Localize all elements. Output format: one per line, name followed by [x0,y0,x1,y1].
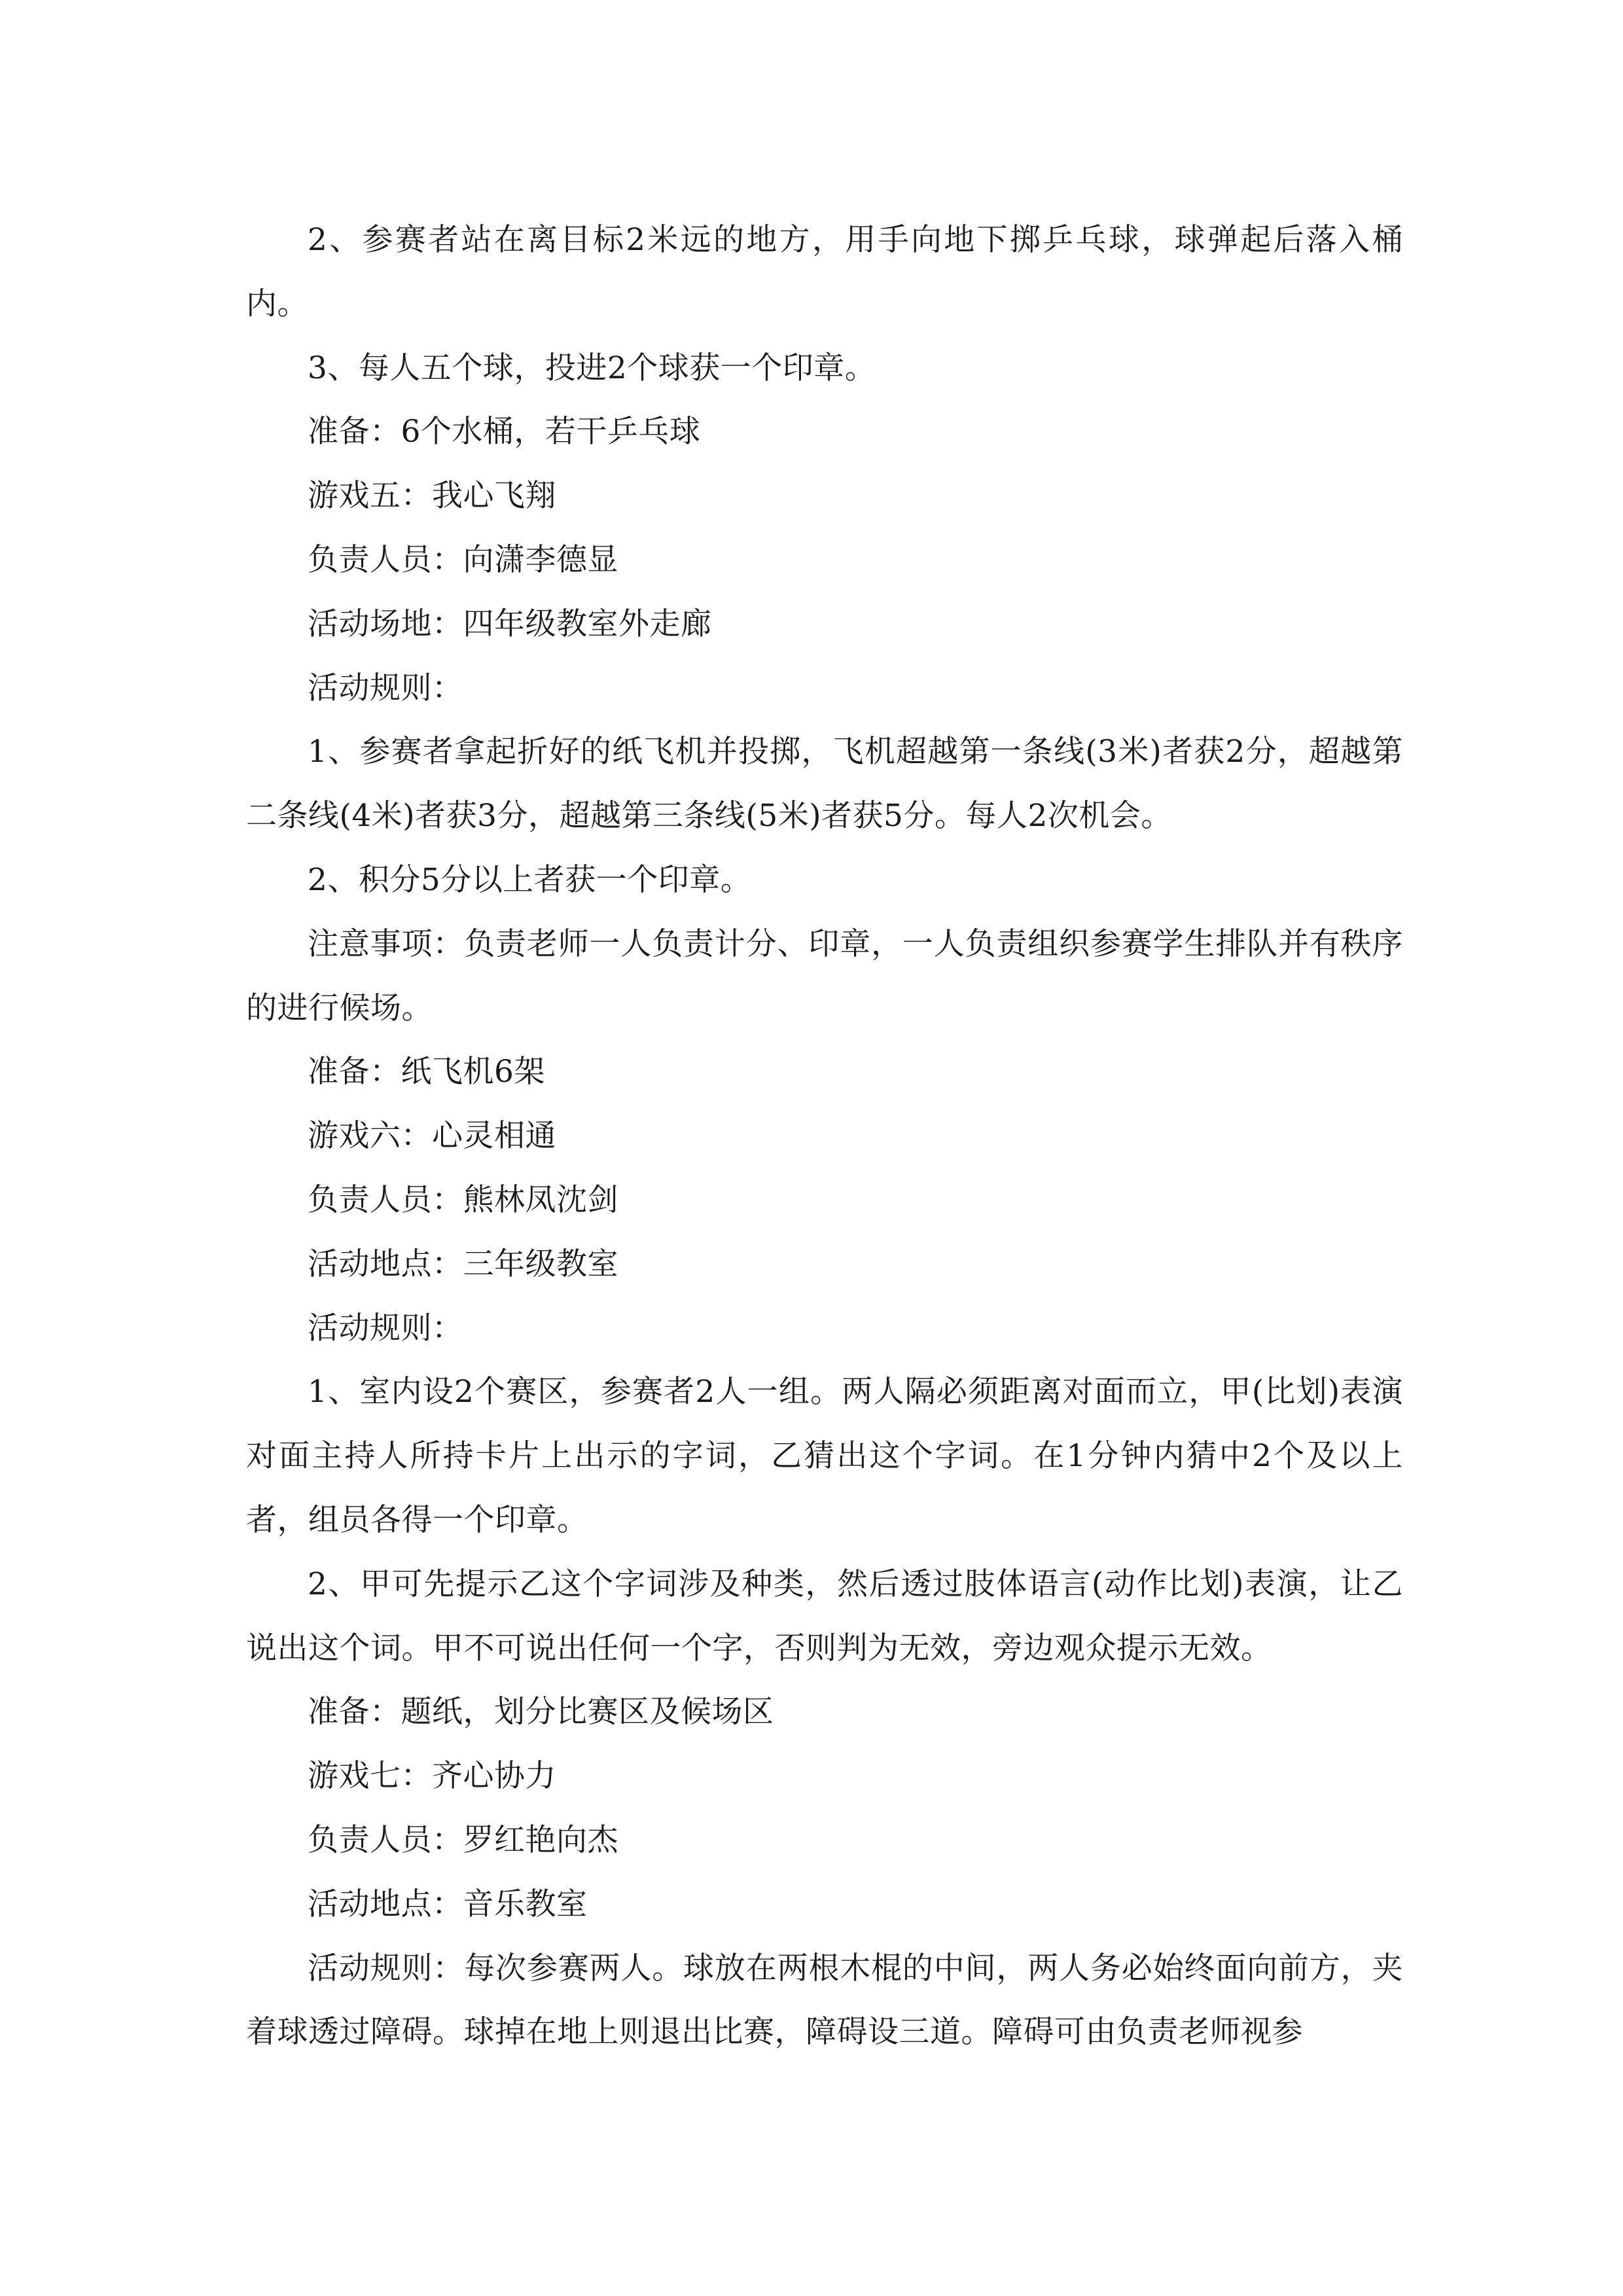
heading-game-six: 游戏六：心灵相通 [308,1118,556,1155]
paragraph-staff-game-five: 负责人员：向潇李德显 [308,541,618,578]
heading-game-five: 游戏五：我心飞翔 [308,478,556,514]
paragraph-staff-game-six: 负责人员：熊林凤沈剑 [308,1181,618,1218]
document-body [246,208,1403,2064]
paragraph-rules-label-game-six: 活动规则： [308,1310,463,1346]
heading-game-seven: 游戏七：齐心协力 [308,1758,556,1795]
paragraph-staff-game-seven: 负责人员：罗红艳向杰 [308,1821,618,1858]
paragraph-prep-paper-planes: 准备：纸飞机6架 [308,1054,545,1090]
paragraph-prep-game-six: 准备：题纸，划分比赛区及候场区 [308,1694,774,1731]
paragraph-notes-game-five: 注意事项：负责老师一人负责计分、印章，一人负责组织参赛学生排队并有秩序的进行候场。 [246,925,1403,1026]
paragraph-rule-3-five-balls: 3、每人五个球，投进2个球获一个印章。 [308,350,876,386]
paragraph-rule-1-charades: 1、室内设2个赛区，参赛者2人一组。两人隔必须距离对面而立，甲(比划)表演对面主持人所持卡片上出示的字词，乙猜出这个字词。在1分钟内猜中2个及以上者，组员各得一个印章。 [246,1374,1403,1538]
paragraph-rules-label-game-five: 活动规则： [308,670,463,706]
paragraph-rule-2-score: 2、积分5分以上者获一个印章。 [308,861,752,898]
paragraph-venue-game-five: 活动场地：四年级教室外走廊 [308,605,712,642]
paragraph-venue-game-seven: 活动地点：音乐教室 [308,1886,588,1922]
paragraph-rule-1-paper-plane: 1、参赛者拿起折好的纸飞机并投掷，飞机超越第一条线(3米)者获2分，超越第二条线(4米)者获3分，超越第三条线(5米)者获5分。每人2次机会。 [246,734,1403,834]
paragraph-venue-game-six: 活动地点：三年级教室 [308,1246,618,1282]
paragraph-rule-2-bounce: 2、参赛者站在离目标2米远的地方，用手向地下掷乒乓球，球弹起后落入桶内。 [246,222,1403,322]
paragraph-rules-game-seven: 活动规则：每次参赛两人。球放在两根木棍的中间，两人务必始终面向前方，夹着球透过障碍。球掉在地上则退出比赛，障碍设三道。障碍可由负责老师视参 [246,1950,1403,2051]
paragraph-rule-2-charades: 2、甲可先提示乙这个字词涉及种类，然后透过肢体语言(动作比划)表演，让乙说出这个词。甲不可说出任何一个字，否则判为无效，旁边观众提示无效。 [246,1566,1403,1666]
paragraph-prep-buckets: 准备：6个水桶，若干乒乓球 [308,414,701,450]
